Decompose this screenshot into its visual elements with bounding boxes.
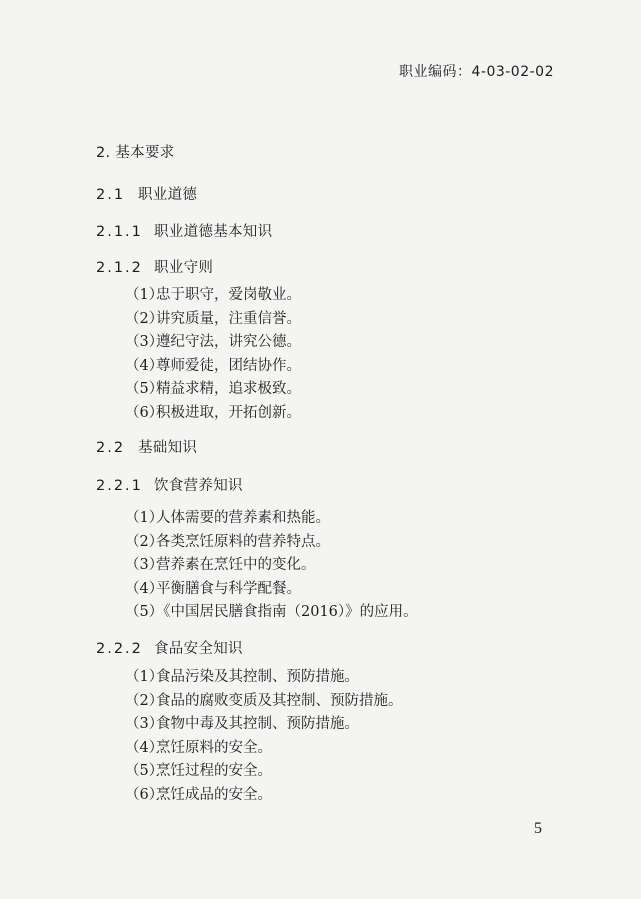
list-item: （4）平衡膳食与科学配餐。 xyxy=(125,580,301,597)
section-number: 2.1.1 xyxy=(96,224,143,240)
section-title: 职业守则 xyxy=(154,260,214,276)
occupation-code: 职业编码：4-03-02-02 xyxy=(398,64,554,80)
list-item: （6）烹饪成品的安全。 xyxy=(125,786,272,803)
list-item: （3）营养素在烹饪中的变化。 xyxy=(125,557,316,574)
nutrition-knowledge-list xyxy=(125,507,418,625)
code-of-conduct-list xyxy=(125,284,301,426)
list-item: （2）食品的腐败变质及其控制、预防措施。 xyxy=(125,692,403,709)
section-title: 基础知识 xyxy=(138,440,198,456)
page-number: 5 xyxy=(534,820,542,837)
section-title: 食品安全知识 xyxy=(154,641,243,657)
section-title: 饮食营养知识 xyxy=(154,478,243,494)
section-number: 2.1.2 xyxy=(96,260,143,276)
section-2-heading: 2. 基本要求 xyxy=(96,145,175,161)
list-item: （1）忠于职守，爱岗敬业。 xyxy=(125,287,301,303)
list-item: （4）烹饪原料的安全。 xyxy=(125,739,272,756)
list-item: （6）积极进取，开拓创新。 xyxy=(125,404,301,421)
list-item: （1）食品污染及其控制、预防措施。 xyxy=(125,669,359,685)
list-item: （3）遵纪守法，讲究公德。 xyxy=(125,334,301,351)
section-number: 2.2 xyxy=(96,440,126,456)
list-item: （5）烹饪过程的安全。 xyxy=(125,763,272,780)
section-2-2-1-heading xyxy=(96,474,243,495)
food-safety-list xyxy=(125,666,403,808)
section-number: 2.2.2 xyxy=(96,641,143,657)
section-2-2-2-heading xyxy=(96,637,243,658)
list-item: （3）食物中毒及其控制、预防措施。 xyxy=(125,716,359,733)
section-2-1-1-heading xyxy=(96,220,272,241)
list-item: （4）尊师爱徒，团结协作。 xyxy=(125,357,301,374)
section-2-1-2-heading xyxy=(96,256,213,277)
section-title: 职业道德基本知识 xyxy=(154,224,273,240)
section-2-2-heading xyxy=(96,436,197,457)
list-item: （5）《中国居民膳食指南（2016）》的应用。 xyxy=(125,604,418,621)
list-item: （2）讲究质量，注重信誉。 xyxy=(125,310,301,327)
list-item: （1）人体需要的营养素和热能。 xyxy=(125,510,330,526)
section-number: 2.2.1 xyxy=(96,478,143,494)
list-item: （5）精益求精，追求极致。 xyxy=(125,381,301,398)
section-title: 职业道德 xyxy=(138,187,198,203)
section-2-1-heading xyxy=(96,183,197,204)
list-item: （2）各类烹饪原料的营养特点。 xyxy=(125,533,330,550)
section-number: 2.1 xyxy=(96,187,126,203)
